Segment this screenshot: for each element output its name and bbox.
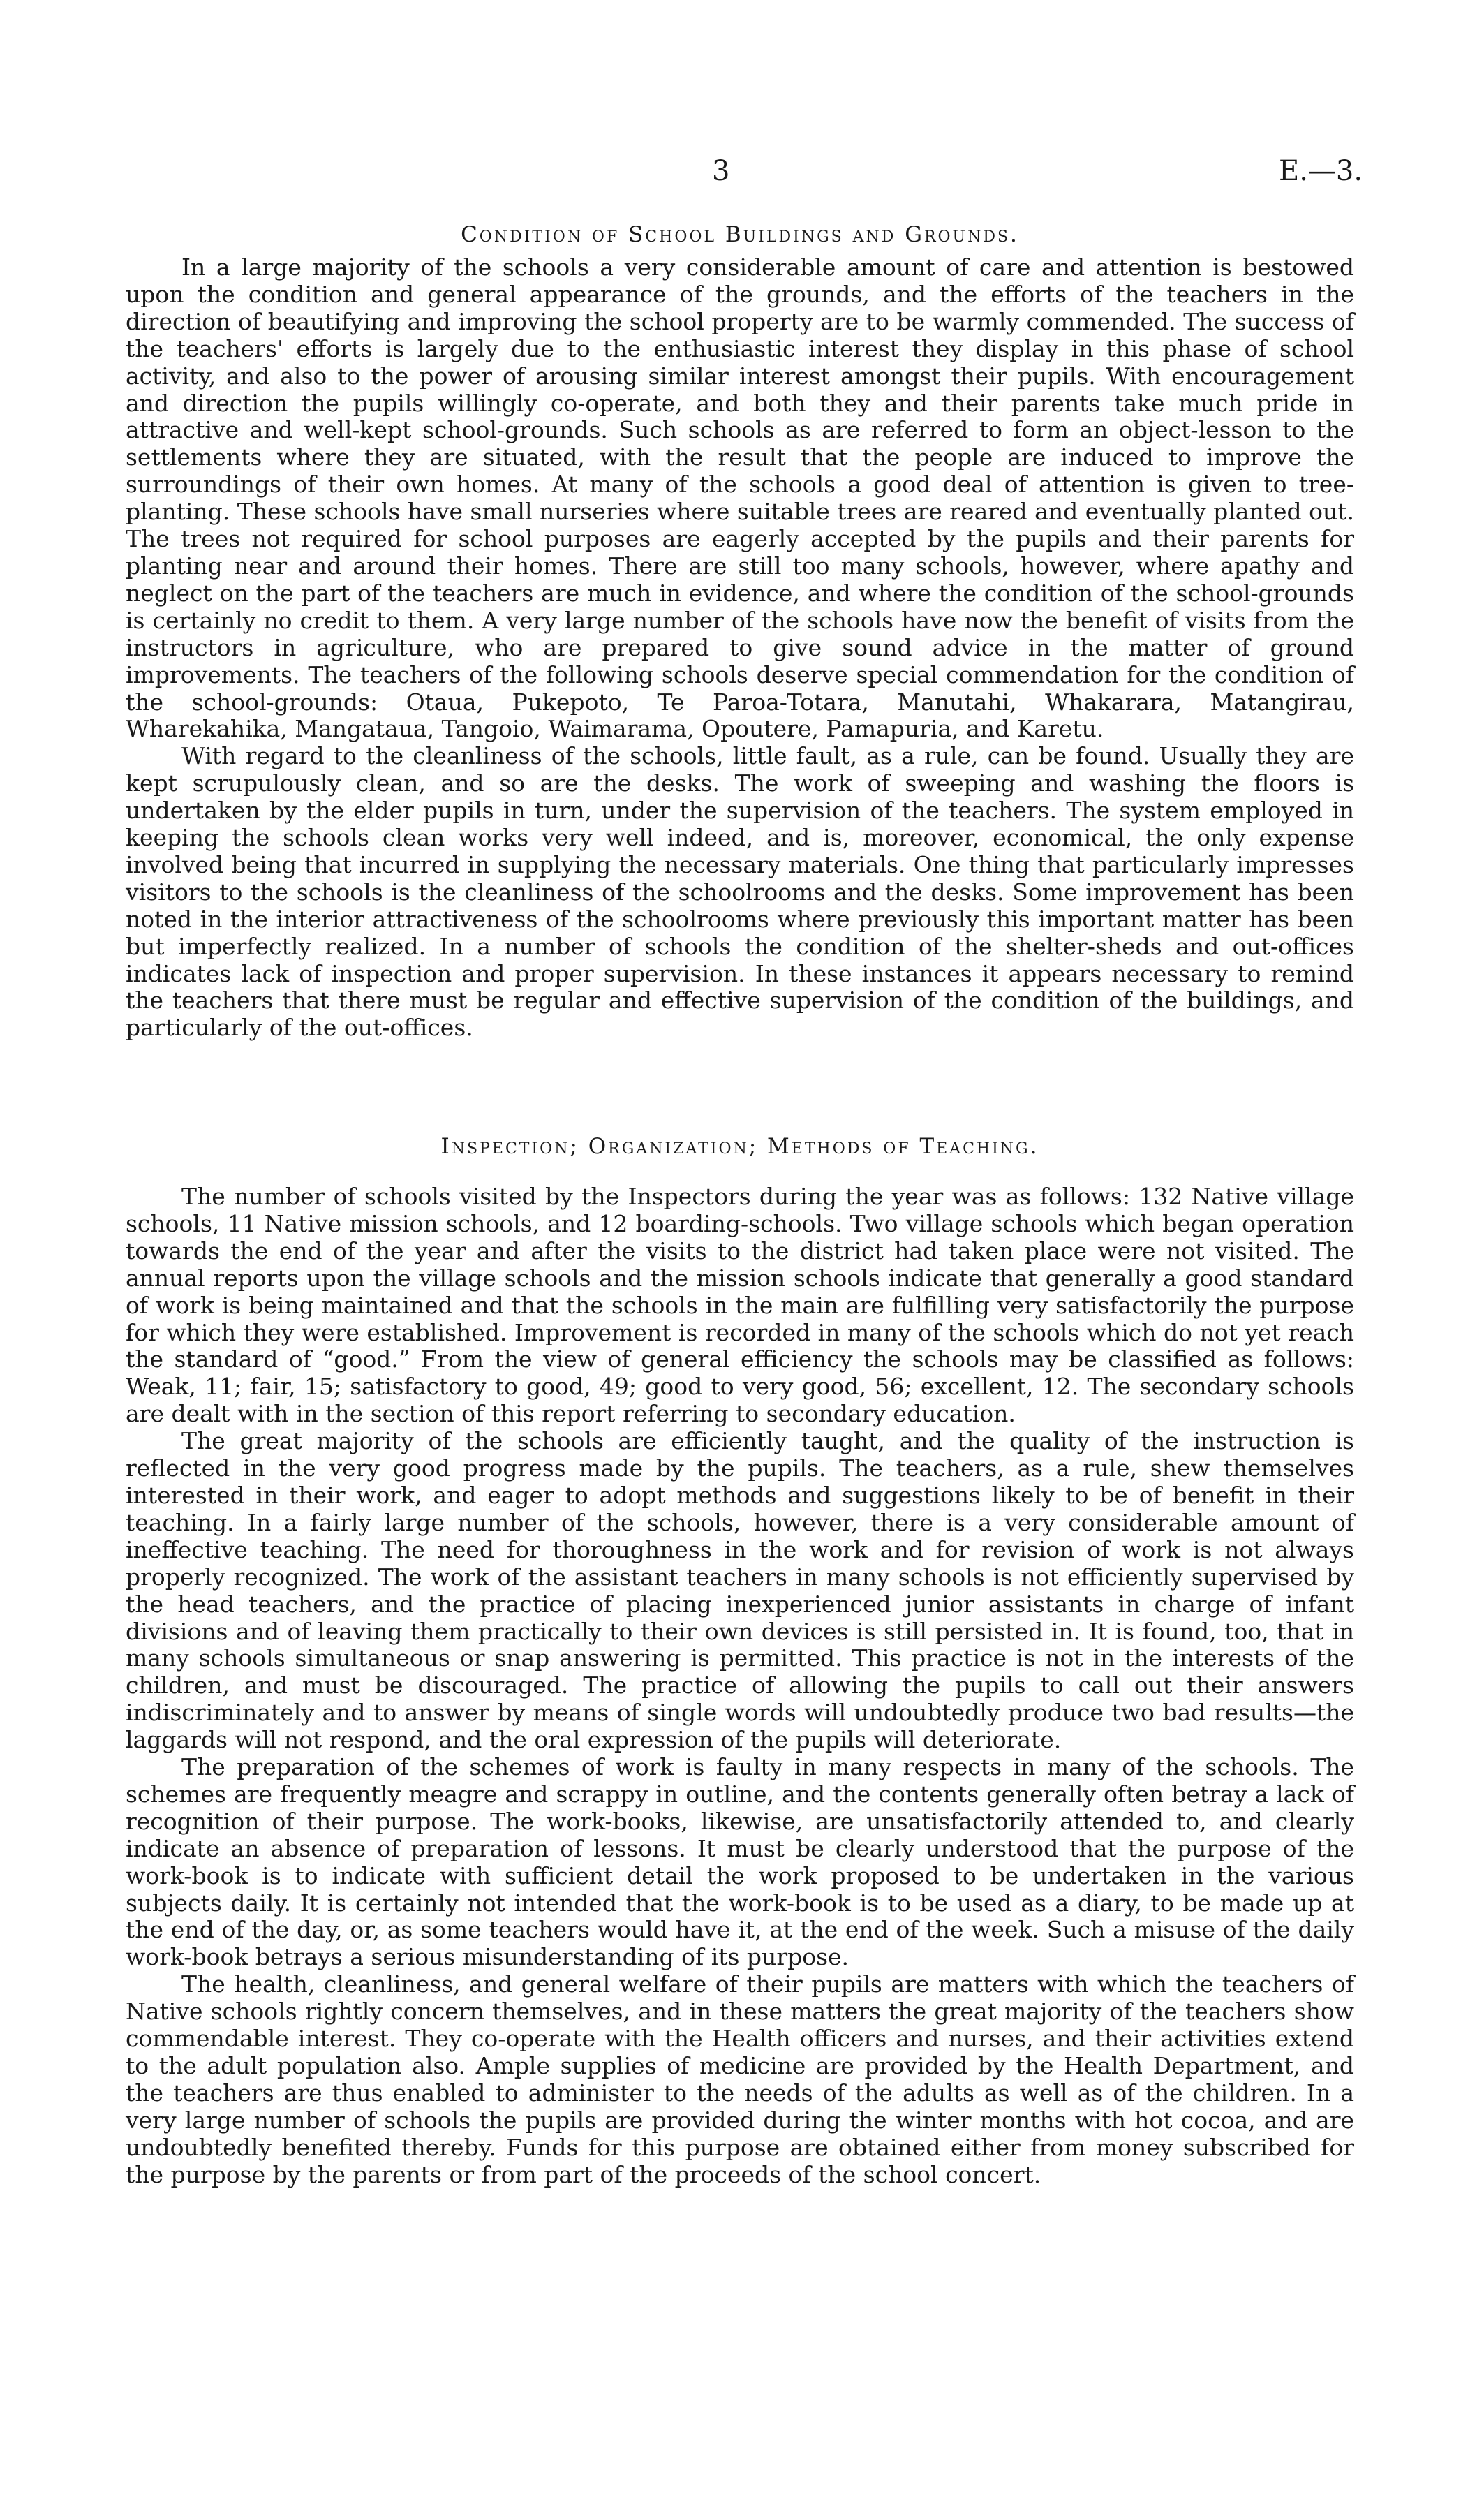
paragraph: With regard to the cleanliness of the schools, little fault, as a rule, can be found. Usually they are kept scrupulously clean, and so are the desks. The work of sweeping and washing the floors is undertaken by the elder pupils in turn, under the supervision of the teachers. The system employed in keeping the schools clean works very well indeed, and is, moreover, economical, the only expense involved being that incurred in supplying the necessary materials. One thing that particularly impresses visitors to the schools is the cleanliness of the schoolrooms and the desks. Some improvement has been noted in the interior attractiveness of the schoolrooms where previously this important matter has been but imperfectly realized. In a number of schools the condition of the shelter-sheds and out-offices indicates lack of inspection and proper supervision. In these instances it appears necessary to remind the teachers that there must be regular and effective supervision of the condition of the buildings, and particularly of the out-offices. xyxy=(126,742,1354,1042)
section-heading-inspection: Inspection; Organization; Methods of Teaching. xyxy=(440,1134,1039,1159)
section-buildings-grounds xyxy=(126,254,1354,1042)
paragraph: The health, cleanliness, and general welfare of their pupils are matters with which the teachers of Native schools rightly concern themselves, and in these matters the great majority of the teachers show commendable interest. They co-operate with the Health officers and nurses, and their activities extend to the adult population also. Ample supplies of medicine are provided by the Health Department, and the teachers are thus enabled to administer to the needs of the adults as well as of the children. In a very large number of schools the pupils are provided during the winter months with hot cocoa, and are undoubtedly benefited thereby. Funds for this purpose are obtained either from money subscribed for the purpose by the parents or from part of the proceeds of the school concert. xyxy=(126,1970,1354,2188)
document-code: E.—3. xyxy=(1279,155,1363,187)
page-number: 3 xyxy=(712,155,730,187)
section-heading-buildings-grounds: Condition of School Buildings and Grounds. xyxy=(461,222,1019,247)
paragraph: The number of schools visited by the Inspectors during the year was as follows: 132 Native village schools, 11 Native mission schools, and 12 boarding-schools. Two village schools which began operation towards the end of the year and after the visits to the district had taken place were not visited. The annual reports upon the village schools and the mission schools indicate that generally a good standard of work is being maintained and that the schools in the main are fulfilling very satisfactorily the purpose for which they were established. Improvement is recorded in many of the schools which do not yet reach the standard of “good.” From the view of general efficiency the schools may be classified as follows: Weak, 11; fair, 15; satisfactory to good, 49; good to very good, 56; excellent, 12. The secondary schools are dealt with in the section of this report referring to secondary education. xyxy=(126,1183,1355,1428)
section-inspection xyxy=(126,1183,1354,2189)
paragraph: In a large majority of the schools a very considerable amount of care and attention is bestowed upon the condition and general appearance of the grounds, and the efforts of the teachers in the direction of beautifying and improving the school property are to be warmly commended. The success of the teachers' efforts is largely due to the enthusiastic interest they display in this phase of school activity, and also to the power of arousing similar interest amongst their pupils. With encouragement and direction the pupils willingly co-operate, and both they and their parents take much pride in attractive and well-kept school-grounds. Such schools as are referred to form an object-lesson to the settlements where they are situated, with the result that the people are induced to improve the surroundings of their own homes. At many of the schools a good deal of attention is given to tree-planting. These schools have small nurseries where suitable trees are reared and eventually planted out. The trees not required for school purposes are eagerly accepted by the pupils and their parents for planting near and around their homes. There are still too many schools, however, where apathy and neglect on the part of the teachers are much in evidence, and where the condition of the school-grounds is certainly no credit to them. A very large number of the schools have now the benefit of visits from the instructors in agriculture, who are prepared to give sound advice in the matter of ground improvements. The teachers of the following schools deserve special commendation for the condition of the school-grounds: Otaua, Pukepoto, Te Paroa-Totara, Manutahi, Whakarara, Matangirau, Wharekahika, Mangataua, Tangoio, Waimarama, Opoutere, Pamapuria, and Karetu. xyxy=(126,253,1354,743)
paragraph: The preparation of the schemes of work is faulty in many respects in many of the schools. The schemes are frequently meagre and scrappy in outline, and the contents generally often betray a lack of recognition of their purpose. The work-books, likewise, are unsatisfactorily attended to, and clearly indicate an absence of preparation of lessons. It must be clearly understood that the purpose of the work-book is to indicate with sufficient detail the work proposed to be undertaken in the various subjects daily. It is certainly not intended that the work-book is to be used as a diary, to be made up at the end of the day, or, as some teachers would have it, at the end of the week. Such a misuse of the daily work-book betrays a serious misunderstanding of its purpose. xyxy=(126,1753,1354,1971)
paragraph: The great majority of the schools are efficiently taught, and the quality of the instruction is reflected in the very good progress made by the pupils. The teachers, as a rule, shew themselves interested in their work, and eager to adopt methods and suggestions likely to be of benefit in their teaching. In a fairly large number of the schools, however, there is a very considerable amount of ineffective teaching. The need for thoroughness in the work and for revision of work is not always properly recognized. The work of the assistant teachers in many schools is not efficiently supervised by the head teachers, and the practice of placing inexperienced junior assistants in charge of infant divisions and of leaving them practically to their own devices is still persisted in. It is found, too, that in many schools simultaneous or snap answering is permitted. This practice is not in the interests of the children, and must be discouraged. The practice of allowing the pupils to call out their answers indiscriminately and to answer by means of single words will undoubtedly produce two bad results—the laggards will not respond, and the oral expression of the pupils will deteriorate. xyxy=(126,1427,1354,1754)
